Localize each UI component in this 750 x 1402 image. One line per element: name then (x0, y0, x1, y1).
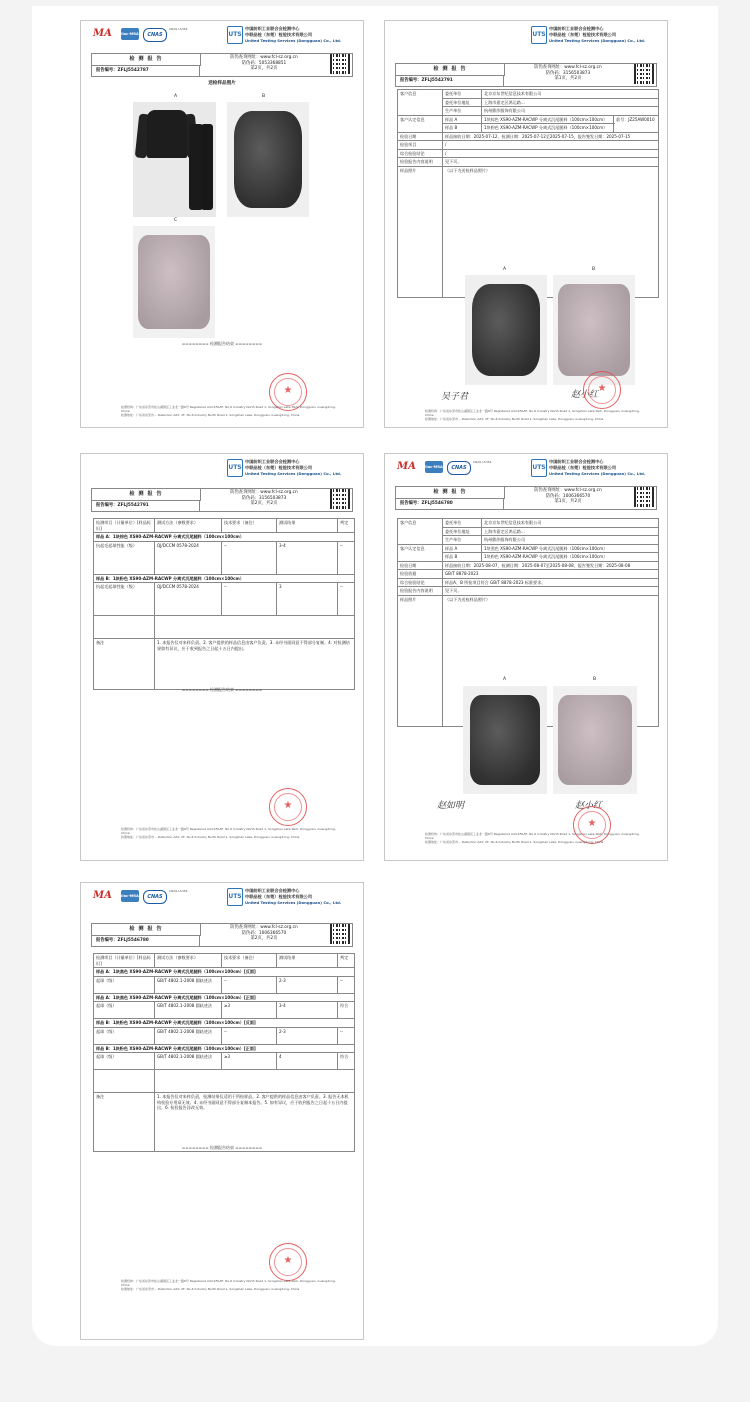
report-page-2 (384, 20, 668, 428)
official-seal: ★ (583, 371, 621, 409)
official-seal: ★ (269, 1243, 307, 1281)
qr-code (634, 487, 654, 507)
anti-fake-query: 防伪查询网址：www.fcl-sz.org.cn 防伪码：1006366570 (230, 925, 298, 937)
organization-name: 中国纺织工业联合会检测中心 中联品检（东莞）检验技术有限公司 United Testing Services (Dongguan) Co., Ltd. (245, 459, 342, 476)
report-header (385, 21, 667, 49)
organization-name: 中国纺织工业联合会检测中心 中联品检（东莞）检验技术有限公司 United Testing Services (Dongguan) Co., Ltd. (549, 26, 646, 43)
report-title-box (395, 486, 657, 510)
report-title: 检 测 报 告 (396, 487, 505, 499)
report-number: 报告编号：ZFLJ5546780 (396, 498, 504, 509)
page-number: 第2页，共2页 (250, 936, 278, 941)
report-number: 报告编号：ZFLJ5542787 (92, 65, 200, 76)
report-title-box (395, 63, 657, 87)
cnas-logo: CNAS (447, 461, 471, 475)
signature-checker: 赵小红 (571, 390, 599, 400)
qr-code (330, 924, 350, 944)
sample-photo-b (227, 102, 309, 217)
sample-photo-b (553, 275, 635, 385)
report-header (81, 21, 363, 49)
photo-label-b: B (593, 677, 597, 682)
sample-photo-a (463, 686, 547, 794)
sample-photo-c (133, 226, 215, 338)
photo-label-a: A (174, 94, 178, 99)
cnas-logo: CNAS (143, 28, 167, 42)
test-results-table: 检测项目（计量单位）[样品标识] 测试方法（参数要求） 技术要求（备注） 测试结果 判定 样品 A：1块棕色 XS90-AZM-RACWP 分离式沉尾腿料（100cm×100cm） 抗起毛起球性能（级） QJ/DCCM 0578-2024 -- 3-4 -- 样品 B：1块粉色 XS90-AZM-RACWP 分离式沉尾腿料（100cm×100cm） 抗起毛起球性能（级） QJ/DCCM 0578-2024 -- 3 -- 备注 1. 本报告仅对来样负责。2. 客户提供的样品信息由客户负责。3. 未经书面同意不得部分复制。4. 对检测结果如有异议，应于收到报告之日起十五日内提出。 (93, 518, 355, 690)
report-header (385, 454, 667, 482)
report-title: 检 测 报 告 (396, 64, 505, 76)
report-page-1 (80, 20, 364, 428)
anti-fake-query: 防伪查询网址：www.fcl-sz.org.cn 防伪码：3156503873 (230, 490, 298, 502)
photo-label-b: B (592, 267, 596, 272)
photo-label-b: B (262, 94, 266, 99)
official-seal: ★ (573, 806, 611, 844)
photo-label-a: A (503, 677, 507, 682)
signature-approver: 赵如明 (437, 801, 465, 811)
uts-logo: UTS (531, 26, 547, 44)
report-page-4 (384, 453, 668, 861)
signature-checker: 赵小红 (575, 801, 603, 811)
organization-name: 中国纺织工业联合会检测中心 中联品检（东莞）检验技术有限公司 United Testing Services (Dongguan) Co., Ltd. (245, 888, 342, 905)
page-number: 第1页，共2页 (554, 499, 582, 504)
qr-code (330, 54, 350, 74)
report-header (81, 883, 363, 911)
client-info-table: 客户信息 委托单位 北京京东世纪信息技术有限公司 委托单位地址 上海市嘉定区鸿运路... 生产单位 杭州鼎莎服饰有限公司 客户认定信息 样品 A 1块棕色 XS90-AZM-RACWP 分离式沉尾腿料（100cm×100cm） 款号：JZ25AW0010 样品 B 1块粉色 XS90-AZM-RACWP 分离式沉尾腿料（100cm×100cm） 检验日期 样品接收日期：2025-07-12，检测日期：2025-07-12至2025-07-15，报告签发日期：2025-07-15 检验项目 / 综合检验结论 / 检验报告内容说明 见下页。 样品照片 （以下为送检样品照片） (397, 89, 659, 298)
report-title-box (91, 488, 353, 512)
anti-fake-query: 防伪查询网址：www.fcl-sz.org.cn 防伪码：3156503873 (534, 65, 602, 77)
end-mark: ======== 检测报告结束 ======== (181, 687, 263, 692)
report-title-box (91, 923, 353, 947)
report-title-box (91, 53, 353, 77)
footer-address: 检测机构：广东省东莞市松山湖园区工业北一路6号 Registered Add:2F&3F, No.6 Industry North Road 1, Songshan Lake Park, Dongguan, Guangdong, China 检测地址：广东省东莞市... Detection Add: 2F, No.6 Industry North Road 1, Songshan Lake, Dongguan, Guangdong, China (121, 1279, 336, 1292)
uts-logo: UTS (227, 888, 243, 906)
client-info-table: 客户信息 委托单位 北京京东世纪信息技术有限公司 委托单位地址 上海市嘉定区鸿运路... 生产单位 杭州鼎莎服饰有限公司 客户认定信息 样品 A 1块黑色 XS90-AZM-RACWP 分离式沉尾腿料（100cm×100cm） 样品 B 1块粉色 XS90-AZM-RACWP 分离式沉尾腿料（100cm×100cm） 检验日期 样品接收日期：2025-08-07，检测日期：2025-08-07至2025-08-08，报告签发日期：2025-08-08 检验依据 GB/T 8878-2023 综合检验结论 样品A、B 所检项目符合 GB/T 8878-2023 标准要求。 检验报告内容说明 见下页。 样品照片 （以下为送检样品照片） (397, 518, 659, 727)
photo-label-c: C (174, 218, 178, 223)
test-results-table: 检测项目（计量单位）[样品标识] 测试方法（参数要求） 技术要求（备注） 测试结果 判定 样品 A：1块黑色 XS90-AZM-RACWP 分离式沉尾腿料（100cm×100cm）[反面] 起球（级） GB/T 4802.1-2008 圆轨迹法 -- 2-3 -- 样品 A：1块黑色 XS90-AZM-RACWP 分离式沉尾腿料（100cm×100cm）[正面] 起球（级） GB/T 4802.1-2008 圆轨迹法 ≥3 3-4 符合 样品 B：1块粉色 XS90-AZM-RACWP 分离式沉尾腿料（100cm×100cm）[反面] 起球（级） GB/T 4802.1-2008 圆轨迹法 -- 2-3 -- 样品 B：1块粉色 XS90-AZM-RACWP 分离式沉尾腿料（100cm×100cm）[正面] 起球（级） GB/T 4802.1-2008 圆轨迹法 ≥3 4 符合 备注 1. 本报告仅对来样负责，检测结果仅适用于所检样品。2. 客户提供的样品信息由客户负责。3. 报告无本机构检验专用章无效。4. 未经书面同意不得部分复制本报告。5. 如有异议，应于收到报告之日起十五日内提出。6. 检验报告涂改无效。 (93, 953, 355, 1152)
uts-logo: UTS (227, 26, 243, 44)
sample-photo-a (133, 102, 216, 217)
footer-address: 检测机构：广东省东莞市松山湖园区工业北一路6号 Registered Add:2F&3F, No.6 Industry North Road 1, Songshan Lake Park, Dongguan, Guangdong, China 检测地址：广东省东莞市... Detection Add: 2F, No.6 Industry North Road 1, Songshan Lake, Dongguan, Guangdong, China (425, 832, 640, 845)
page-number: 第2页，共2页 (250, 501, 278, 506)
registration-number: CNAS L5354 (169, 27, 188, 31)
report-title: 检 测 报 告 (92, 54, 201, 66)
ma-logo: MA (93, 28, 112, 39)
ilac-logo: ilac-MRA (425, 461, 443, 473)
ilac-logo: ilac-MRA (121, 890, 139, 902)
ilac-logo: ilac-MRA (121, 28, 139, 40)
footer-address: 检测机构：广东省东莞市松山湖园区工业北一路6号 Registered Add:2F&3F, No.6 Industry North Road 1, Songshan Lake Park, Dongguan, Guangdong, China 检测地址：广东省东莞市... Detection Add: 2F, No.6 Industry North Road 1, Songshan Lake, Dongguan, Guangdong, China (121, 827, 336, 840)
ma-logo: MA (397, 461, 416, 472)
end-mark: ======== 检测报告结束 ======== (181, 341, 263, 346)
report-number: 报告编号：ZFLJ5542791 (92, 500, 200, 511)
qr-code (634, 64, 654, 84)
photo-label-a: A (503, 267, 507, 272)
sample-photo-title: 送检样品照片 (208, 81, 236, 86)
official-seal: ★ (269, 373, 307, 411)
official-seal: ★ (269, 788, 307, 826)
sample-photo-b (553, 686, 637, 794)
organization-name: 中国纺织工业联合会检测中心 中联品检（东莞）检验技术有限公司 United Testing Services (Dongguan) Co., Ltd. (549, 459, 646, 476)
anti-fake-query: 防伪查询网址：www.fcl-sz.org.cn 防伪码：1006366570 (534, 488, 602, 500)
anti-fake-query: 防伪查询网址：www.fcl-sz.org.cn 防伪码：5053368851 (230, 55, 298, 67)
report-header (81, 454, 363, 482)
uts-logo: UTS (531, 459, 547, 477)
report-number: 报告编号：ZFLJ5546780 (92, 935, 200, 946)
cnas-logo: CNAS (143, 890, 167, 904)
registration-number: CNAS L5354 (473, 460, 492, 464)
qr-code (330, 489, 350, 509)
page-number: 第1页，共2页 (554, 76, 582, 81)
report-title: 检 测 报 告 (92, 924, 201, 936)
ma-logo: MA (93, 890, 112, 901)
signature-approver: 吴子君 (441, 392, 469, 402)
report-page-3 (80, 453, 364, 861)
uts-logo: UTS (227, 459, 243, 477)
registration-number: CNAS L5354 (169, 889, 188, 893)
footer-address: 检测机构：广东省东莞市松山湖园区工业北一路6号 Registered Add:2F&3F, No.6 Industry North Road 1, Songshan Lake Park, Dongguan, Guangdong, China 检测地址：广东省东莞市... Detection Add: 2F, No.6 Industry North Road 1, Songshan Lake, Dongguan, Guangdong, China (425, 409, 640, 422)
report-page-5 (80, 882, 364, 1340)
report-title: 检 测 报 告 (92, 489, 201, 501)
organization-name: 中国纺织工业联合会检测中心 中联品检（东莞）检验技术有限公司 United Testing Services (Dongguan) Co., Ltd. (245, 26, 342, 43)
end-mark: ======== 检测报告结束 ======== (181, 1145, 263, 1150)
page-number: 第2页，共2页 (250, 66, 278, 71)
sample-photo-a (465, 275, 547, 385)
footer-address: 检测机构：广东省东莞市松山湖园区工业北一路6号 Registered Add:2F&3F, No.6 Industry North Road 1, Songshan Lake Park, Dongguan, Guangdong, China 检测地址：广东省东莞市... Detection Add: 2F, No.6 Industry North Road 1, Songshan Lake, Dongguan, Guangdong, China (121, 405, 336, 418)
report-number: 报告编号：ZFLJ5542791 (396, 75, 504, 86)
